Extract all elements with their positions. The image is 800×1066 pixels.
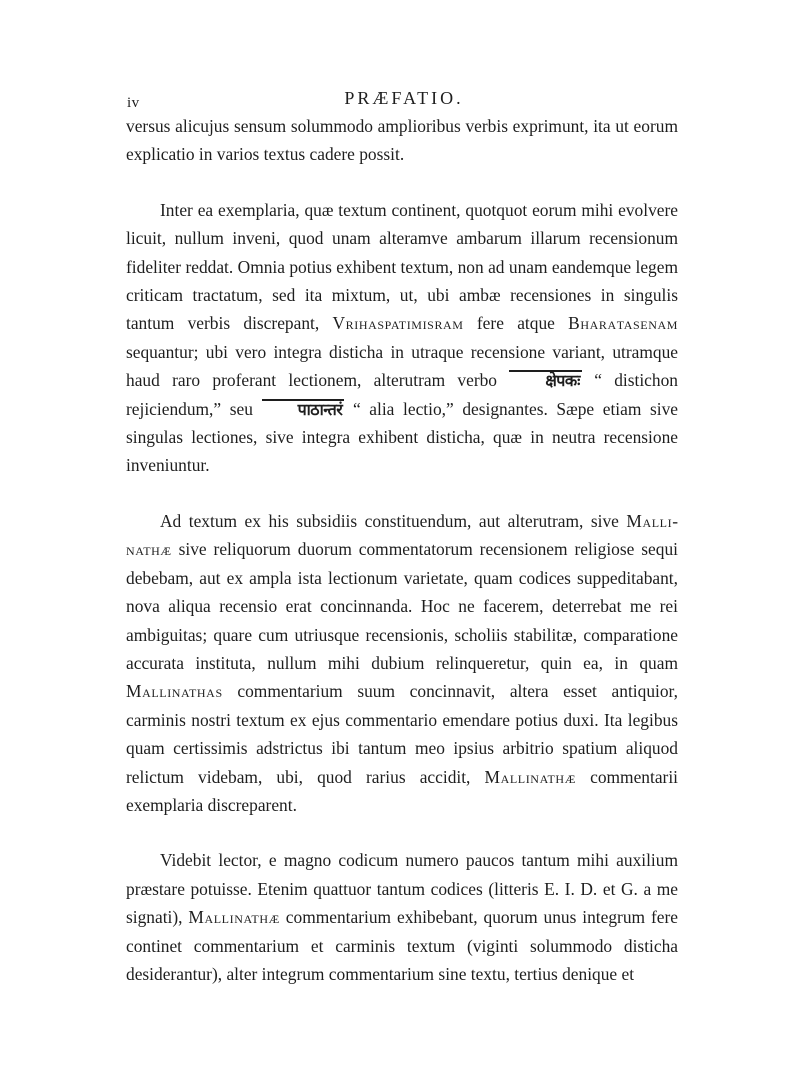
paragraph-text: versus alicujus sensum solummodo amplioribus verbis exprimunt, ita ut eorum explicatio in varios textus cadere possit.	[126, 116, 678, 165]
page-number: iv	[127, 95, 140, 111]
paragraph-text: “ distichon rejiciendum,” seu	[126, 370, 678, 419]
paragraph-1	[126, 112, 678, 169]
author-name: Mallinathæ	[188, 907, 280, 928]
devanagari-term: पाठान्तरं	[262, 399, 345, 419]
author-name: Vrihaspatimisram	[332, 313, 464, 334]
body-text	[126, 112, 678, 988]
author-name: Bharatasenam	[568, 313, 678, 334]
paragraph-text: commentarii exemplaria discreparent.	[126, 766, 678, 815]
devanagari-term: क्षेपकः	[509, 370, 582, 390]
paragraph-text: fere atque	[463, 313, 569, 334]
paragraph-text: commentarium suum concinnavit, altera esset antiquior, carminis nostri textum ex ejus commentario emendare potius duxi. Ita legibus quam certissimis adstrictus ibi tantum meo ipsius arbitrio spatium aliquod relictum videbam, ubi, quod rarius accidit,	[126, 681, 678, 787]
author-name: Mallinathas	[126, 681, 223, 702]
author-name: Mallinathæ	[484, 766, 576, 787]
paragraph-3	[126, 507, 678, 819]
running-head: PRÆFATIO.	[344, 88, 464, 108]
paragraph-text: commentarium exhibebant, quorum unus integrum fere continet commentarium et carminis textum (viginti solummodo disticha desiderantur), alter integrum commentarium sine textu, tertius denique et	[126, 907, 678, 984]
paragraph-text: Inter ea exemplaria, quæ textum continent, quotquot eorum mihi evolvere licuit, nullum inveni, quod unam alteramve ambarum illarum recensionum fideliter reddat. Omnia potius exhibent textum, non ad unam eandemque legem criticam tractatum, sed ita mixtum, ut, ubi ambæ recensiones in singulis tantum verbis discrepant,	[126, 199, 678, 334]
paragraph-text: Videbit lector, e magno codicum numero paucos tantum mihi auxilium præstare potuisse. Etenim quattuor tantum codices (litteris E. I. D. et G. a me signati),	[126, 850, 678, 928]
paragraph-text: Ad textum ex his subsidiis constituendum, aut alterutram, sive	[160, 510, 627, 531]
paragraph-text: sequantur; ubi vero integra disticha in utraque recensione variant, utramque haud raro proferant lectionem, alterutram verbo	[126, 341, 678, 391]
paragraph-text: sive reliquorum duorum commentatorum recensionem religiose sequi debebam, aut ex ampla ista lectionum varietate, quam codices suppeditabant, nova aliqua recensio erat concinnanda. Hoc ne facerem, deterrebat me rei ambiguitas; quare cum utriusque recensionis, scholiis stabilitæ, comparatione accurata instituta, nullum mihi dubium relinqueretur, quin ea, in quam	[126, 539, 678, 673]
paragraph-4	[126, 846, 678, 988]
author-name: Mallinathæ	[126, 510, 678, 560]
paragraph-text: “ alia lectio,” designantes. Sæpe etiam sive singulas lectiones, sive integra exhibent disticha, quæ in neutra recensione inveniuntur.	[126, 398, 679, 476]
paragraph-2	[126, 196, 678, 480]
